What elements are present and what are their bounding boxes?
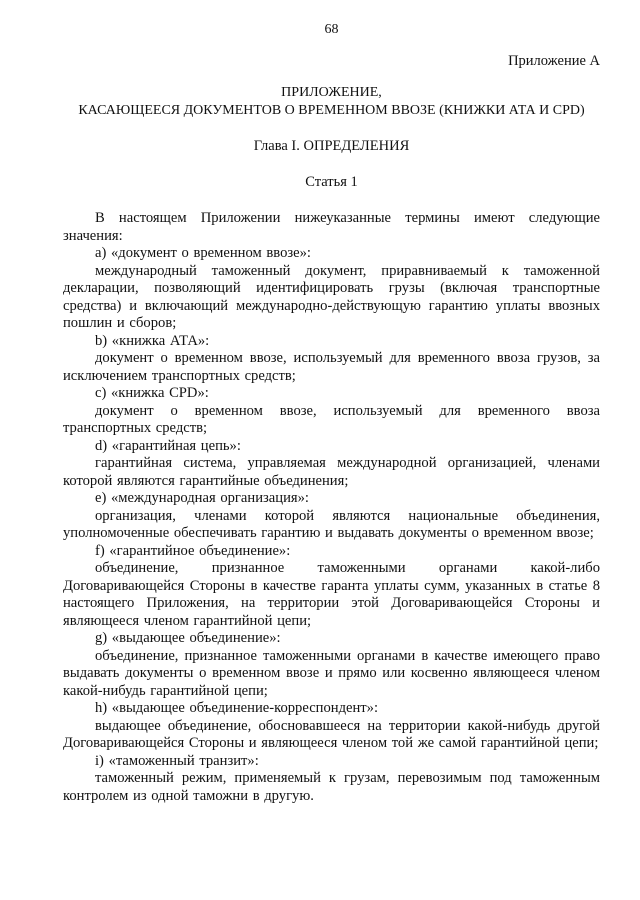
annex-label: Приложение А xyxy=(508,53,600,69)
term-h-definition: выдающее объединение, обосновавшееся на территории какой-нибудь другой Договаривающейся Стороны и являющееся членом той же самой гарантийной цепи; xyxy=(63,717,600,751)
term-a-definition: международный таможенный документ, приравниваемый к таможенной декларации, позволяющий идентифицировать грузы (включая транспортные средства) и включающий международно-действующую гарантию уплаты ввозных пошлин и сборов; xyxy=(63,262,600,331)
term-h-label: h) «выдающее объединение-корреспондент»: xyxy=(95,700,379,716)
term-g-definition: объединение, признанное таможенными органами в качестве имеющего право выдавать документы о временном ввозе и прямо или косвенно являющееся членом какой-нибудь гарантийной цепи; xyxy=(63,647,600,699)
intro-paragraph: В настоящем Приложении нижеуказанные термины имеют следующие значения: xyxy=(63,210,600,244)
term-i-label: i) «таможенный транзит»: xyxy=(95,752,259,769)
term-b-definition: документ о временном ввозе, используемый для временного ввоза грузов, за исключением транспортных средств; xyxy=(63,350,600,384)
article-body xyxy=(63,210,600,805)
page-number: 68 xyxy=(324,22,339,37)
term-a-label: a) «документ о временном ввозе»: xyxy=(95,245,311,261)
document-title xyxy=(63,84,600,120)
page-content xyxy=(63,21,600,805)
term-f-definition: объединение, признанное таможенными органами какой-либо Договаривающейся Стороны в качестве гаранта уплаты сумм, указанных в статье 8 настоящего Приложения, на территории этой Договаривающейся Стороны и являющееся членом гарантийной цепи; xyxy=(63,560,600,629)
document-title-line1: ПРИЛОЖЕНИЕ, xyxy=(281,85,382,100)
term-d-definition: гарантийная система, управляемая международной организацией, членами которой являются гарантийные объединения; xyxy=(63,455,600,489)
term-e-definition: организация, членами которой являются национальные объединения, уполномоченные обеспечивать гарантию и выдавать документы о временном ввозе; xyxy=(63,507,600,541)
article-heading: Статья 1 xyxy=(305,173,358,190)
term-e-label: e) «международная организация»: xyxy=(95,490,309,506)
term-g-label: g) «выдающее объединение»: xyxy=(95,630,281,646)
term-b-label: b) «книжка АТА»: xyxy=(95,332,210,349)
term-f-label: f) «гарантийное объединение»: xyxy=(95,542,291,559)
term-i-definition: таможенный режим, применяемый к грузам, перевозимым под таможенным контролем из одной таможни в другую. xyxy=(63,770,600,804)
chapter-heading: Глава I. ОПРЕДЕЛЕНИЯ xyxy=(253,138,410,154)
term-c-label: c) «книжка CPD»: xyxy=(95,385,209,401)
term-d-label: d) «гарантийная цепь»: xyxy=(95,437,241,454)
term-c-definition: документ о временном ввозе, используемый для временного ввоза транспортных средств; xyxy=(63,402,600,436)
document-title-line2: КАСАЮЩЕЕСЯ ДОКУМЕНТОВ О ВРЕМЕННОМ ВВОЗЕ (КНИЖКИ АТА И CPD) xyxy=(78,103,585,118)
